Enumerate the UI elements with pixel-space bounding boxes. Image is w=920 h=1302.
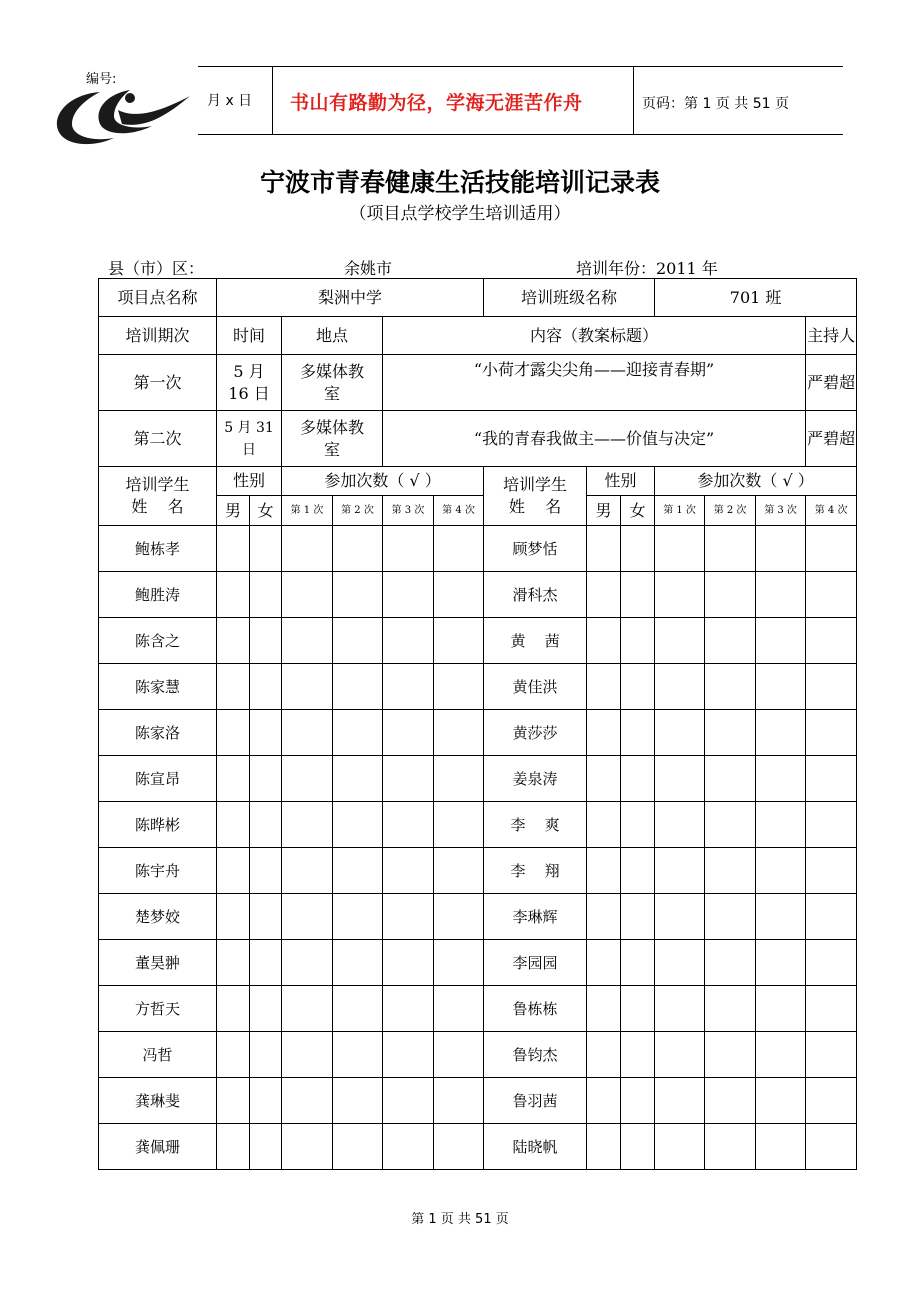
student-name-left: 陈家洛 xyxy=(99,710,217,756)
page-subtitle: （项目点学校学生培训适用） xyxy=(349,204,571,224)
attend-2-cell[interactable] xyxy=(333,572,383,618)
female-cell[interactable] xyxy=(621,1078,655,1124)
header-page-code: 页码：第 1 页 共 51 页 xyxy=(642,96,789,112)
female-cell[interactable] xyxy=(250,848,282,894)
attend-3-cell[interactable] xyxy=(756,618,806,664)
attend-1-cell[interactable] xyxy=(282,802,333,848)
female-cell[interactable] xyxy=(621,940,655,986)
swoosh-logo-icon xyxy=(52,66,197,148)
attend-2-cell[interactable] xyxy=(333,1078,383,1124)
attend-2-cell[interactable] xyxy=(705,1124,756,1170)
session-time: 5 月 31 日 xyxy=(217,411,282,467)
attend-4-cell[interactable] xyxy=(806,1032,857,1078)
attend-2-cell[interactable] xyxy=(333,986,383,1032)
male-cell[interactable] xyxy=(587,526,621,572)
female-cell[interactable] xyxy=(621,1124,655,1170)
attend-1-cell[interactable] xyxy=(282,894,333,940)
student-name-right: 鲁栋栋 xyxy=(484,986,587,1032)
gender-header: 性别 xyxy=(217,467,282,496)
time-header: 时间 xyxy=(217,317,282,355)
attend-3-cell[interactable] xyxy=(383,1078,434,1124)
student-row xyxy=(99,848,857,894)
attend-3-cell[interactable] xyxy=(383,572,434,618)
host-header: 主持人 xyxy=(806,317,857,355)
session-host: 严碧超 xyxy=(806,411,857,467)
attend-4-cell[interactable] xyxy=(806,1078,857,1124)
class-name-label: 培训班级名称 xyxy=(484,279,655,317)
time-3-header: 第 3 次 xyxy=(383,496,434,526)
student-name-header: 培训学生 姓 名 xyxy=(484,467,587,526)
attend-1-cell[interactable] xyxy=(655,618,705,664)
training-record-table xyxy=(98,278,857,1170)
attend-2-cell[interactable] xyxy=(705,894,756,940)
attend-4-cell[interactable] xyxy=(434,1078,484,1124)
male-cell[interactable] xyxy=(217,572,250,618)
female-cell[interactable] xyxy=(621,572,655,618)
time-4-header: 第 4 次 xyxy=(434,496,484,526)
header-date: 月 x 日 xyxy=(207,93,253,109)
student-row xyxy=(99,1078,857,1124)
female-cell[interactable] xyxy=(250,572,282,618)
attend-4-cell[interactable] xyxy=(806,664,857,710)
student-rows xyxy=(99,526,857,1170)
female-cell[interactable] xyxy=(250,710,282,756)
attend-4-cell[interactable] xyxy=(434,526,484,572)
attend-1-cell[interactable] xyxy=(282,1124,333,1170)
female-cell[interactable] xyxy=(250,1032,282,1078)
student-name-right: 李 爽 xyxy=(484,802,587,848)
attend-3-cell[interactable] xyxy=(756,756,806,802)
serial-label: 编号: xyxy=(86,72,117,87)
attend-1-cell[interactable] xyxy=(655,1078,705,1124)
male-cell[interactable] xyxy=(217,618,250,664)
session-row xyxy=(99,355,857,411)
content-header: 内容（教案标题） xyxy=(383,317,806,355)
attend-4-cell[interactable] xyxy=(434,986,484,1032)
attend-1-cell[interactable] xyxy=(282,526,333,572)
student-row xyxy=(99,572,857,618)
attend-2-cell[interactable] xyxy=(705,618,756,664)
attend-4-cell[interactable] xyxy=(806,940,857,986)
page-title: 宁波市青春健康生活技能培训记录表 xyxy=(259,168,660,197)
male-cell[interactable] xyxy=(587,664,621,710)
student-name-right: 鲁钧杰 xyxy=(484,1032,587,1078)
male-cell[interactable] xyxy=(217,940,250,986)
attend-3-cell[interactable] xyxy=(383,986,434,1032)
attend-4-cell[interactable] xyxy=(806,618,857,664)
session-content: “小荷才露尖尖角——迎接青春期” xyxy=(383,355,806,411)
attend-4-cell[interactable] xyxy=(434,1124,484,1170)
time-2-header: 第 2 次 xyxy=(705,496,756,526)
student-name-right: 黄佳洪 xyxy=(484,664,587,710)
session-time: 5 月 16 日 xyxy=(217,355,282,411)
attend-1-cell[interactable] xyxy=(282,940,333,986)
attend-2-cell[interactable] xyxy=(333,664,383,710)
student-name-left: 鲍胜涛 xyxy=(99,572,217,618)
attend-2-cell[interactable] xyxy=(705,848,756,894)
student-name-left: 陈家慧 xyxy=(99,664,217,710)
attend-1-cell[interactable] xyxy=(282,572,333,618)
male-cell[interactable] xyxy=(217,848,250,894)
male-cell[interactable] xyxy=(217,1032,250,1078)
attend-3-cell[interactable] xyxy=(756,526,806,572)
attend-1-cell[interactable] xyxy=(655,848,705,894)
student-name-right: 黄 茜 xyxy=(484,618,587,664)
male-cell[interactable] xyxy=(217,802,250,848)
time-3-header: 第 3 次 xyxy=(756,496,806,526)
attend-3-cell[interactable] xyxy=(383,756,434,802)
female-cell[interactable] xyxy=(621,526,655,572)
attend-1-cell[interactable] xyxy=(282,710,333,756)
male-cell[interactable] xyxy=(217,1078,250,1124)
attend-2-cell[interactable] xyxy=(333,894,383,940)
attend-1-cell[interactable] xyxy=(655,1032,705,1078)
male-cell[interactable] xyxy=(587,572,621,618)
attend-1-cell[interactable] xyxy=(655,756,705,802)
student-name-right: 顾梦恬 xyxy=(484,526,587,572)
male-cell[interactable] xyxy=(217,756,250,802)
female-cell[interactable] xyxy=(621,802,655,848)
attend-4-cell[interactable] xyxy=(806,1124,857,1170)
period-header: 培训期次 xyxy=(99,317,217,355)
time-1-header: 第 1 次 xyxy=(282,496,333,526)
class-name-value: 701 班 xyxy=(655,279,857,317)
student-name-left: 楚梦姣 xyxy=(99,894,217,940)
student-name-left: 陈晔彬 xyxy=(99,802,217,848)
female-cell[interactable] xyxy=(621,664,655,710)
attend-4-cell[interactable] xyxy=(434,756,484,802)
attend-2-cell[interactable] xyxy=(333,940,383,986)
attend-2-cell[interactable] xyxy=(333,1124,383,1170)
attend-2-cell[interactable] xyxy=(705,664,756,710)
attend-4-cell[interactable] xyxy=(806,526,857,572)
attend-2-cell[interactable] xyxy=(705,710,756,756)
student-row xyxy=(99,756,857,802)
attendance-header: 参加次数（ √ ） xyxy=(282,467,484,496)
attend-4-cell[interactable] xyxy=(806,894,857,940)
student-name-left: 陈宇舟 xyxy=(99,848,217,894)
student-row xyxy=(99,894,857,940)
attend-4-cell[interactable] xyxy=(806,802,857,848)
male-cell[interactable] xyxy=(587,710,621,756)
attend-3-cell[interactable] xyxy=(756,848,806,894)
attend-1-cell[interactable] xyxy=(282,618,333,664)
female-header: 女 xyxy=(250,496,282,526)
student-name-left: 陈宣昂 xyxy=(99,756,217,802)
attend-4-cell[interactable] xyxy=(434,710,484,756)
student-row xyxy=(99,664,857,710)
attend-2-cell[interactable] xyxy=(705,756,756,802)
student-row xyxy=(99,802,857,848)
attend-3-cell[interactable] xyxy=(756,1032,806,1078)
session-period: 第二次 xyxy=(99,411,217,467)
student-row xyxy=(99,1124,857,1170)
session-place: 多媒体教室 xyxy=(282,355,383,411)
female-cell[interactable] xyxy=(250,526,282,572)
county-label: 县（市）区： xyxy=(108,259,205,278)
student-row xyxy=(99,1032,857,1078)
attend-3-cell[interactable] xyxy=(756,986,806,1032)
attend-1-cell[interactable] xyxy=(655,894,705,940)
male-cell[interactable] xyxy=(587,802,621,848)
session-period: 第一次 xyxy=(99,355,217,411)
time-1-header: 第 1 次 xyxy=(655,496,705,526)
attend-4-cell[interactable] xyxy=(434,848,484,894)
male-cell[interactable] xyxy=(587,756,621,802)
training-year: 培训年份：2011 年 xyxy=(576,259,718,278)
attend-2-cell[interactable] xyxy=(705,802,756,848)
attend-1-cell[interactable] xyxy=(655,572,705,618)
student-name-left: 冯哲 xyxy=(99,1032,217,1078)
student-row xyxy=(99,618,857,664)
attend-3-cell[interactable] xyxy=(383,526,434,572)
male-cell[interactable] xyxy=(587,848,621,894)
student-name-right: 陆晓帆 xyxy=(484,1124,587,1170)
male-cell[interactable] xyxy=(217,894,250,940)
male-cell[interactable] xyxy=(217,986,250,1032)
attend-3-cell[interactable] xyxy=(756,1078,806,1124)
female-cell[interactable] xyxy=(621,986,655,1032)
female-cell[interactable] xyxy=(621,710,655,756)
male-cell[interactable] xyxy=(217,710,250,756)
male-cell[interactable] xyxy=(587,1078,621,1124)
student-name-right: 李 翔 xyxy=(484,848,587,894)
attend-2-cell[interactable] xyxy=(333,848,383,894)
attend-3-cell[interactable] xyxy=(383,940,434,986)
attend-3-cell[interactable] xyxy=(383,618,434,664)
attend-1-cell[interactable] xyxy=(655,1124,705,1170)
female-cell[interactable] xyxy=(250,756,282,802)
attend-1-cell[interactable] xyxy=(282,1032,333,1078)
attend-2-cell[interactable] xyxy=(333,526,383,572)
male-cell[interactable] xyxy=(587,618,621,664)
male-cell[interactable] xyxy=(217,526,250,572)
attend-1-cell[interactable] xyxy=(282,1078,333,1124)
page-footer: 第 1 页 共 51 页 xyxy=(411,1212,509,1227)
student-name-left: 鲍栋孝 xyxy=(99,526,217,572)
attend-1-cell[interactable] xyxy=(655,986,705,1032)
attend-3-cell[interactable] xyxy=(383,848,434,894)
time-4-header: 第 4 次 xyxy=(806,496,857,526)
student-row xyxy=(99,940,857,986)
female-cell[interactable] xyxy=(621,894,655,940)
attend-2-cell[interactable] xyxy=(333,1032,383,1078)
attend-2-cell[interactable] xyxy=(705,1032,756,1078)
attend-3-cell[interactable] xyxy=(383,1124,434,1170)
male-header: 男 xyxy=(217,496,250,526)
attend-1-cell[interactable] xyxy=(282,986,333,1032)
attend-2-cell[interactable] xyxy=(705,526,756,572)
session-place: 多媒体教室 xyxy=(282,411,383,467)
student-name-left: 方哲天 xyxy=(99,986,217,1032)
female-cell[interactable] xyxy=(250,940,282,986)
attend-4-cell[interactable] xyxy=(434,940,484,986)
attend-4-cell[interactable] xyxy=(434,618,484,664)
male-cell[interactable] xyxy=(587,986,621,1032)
attend-4-cell[interactable] xyxy=(806,756,857,802)
attend-2-cell[interactable] xyxy=(333,756,383,802)
attend-4-cell[interactable] xyxy=(434,572,484,618)
attend-4-cell[interactable] xyxy=(806,710,857,756)
attend-1-cell[interactable] xyxy=(655,940,705,986)
male-cell[interactable] xyxy=(587,894,621,940)
attend-1-cell[interactable] xyxy=(282,756,333,802)
attend-1-cell[interactable] xyxy=(655,802,705,848)
attend-2-cell[interactable] xyxy=(705,940,756,986)
attend-1-cell[interactable] xyxy=(655,710,705,756)
male-header: 男 xyxy=(587,496,621,526)
county-value: 余姚市 xyxy=(344,259,393,278)
female-header: 女 xyxy=(621,496,655,526)
attend-3-cell[interactable] xyxy=(756,894,806,940)
female-cell[interactable] xyxy=(250,986,282,1032)
session-content: “我的青春我做主——价值与决定” xyxy=(383,411,806,467)
attend-1-cell[interactable] xyxy=(282,848,333,894)
female-cell[interactable] xyxy=(250,618,282,664)
attend-2-cell[interactable] xyxy=(333,618,383,664)
attend-1-cell[interactable] xyxy=(282,664,333,710)
attend-3-cell[interactable] xyxy=(383,802,434,848)
female-cell[interactable] xyxy=(621,618,655,664)
student-name-header: 培训学生 姓 名 xyxy=(99,467,217,526)
attend-2-cell[interactable] xyxy=(333,710,383,756)
attend-3-cell[interactable] xyxy=(383,894,434,940)
male-cell[interactable] xyxy=(217,664,250,710)
gender-header: 性别 xyxy=(587,467,655,496)
student-name-left: 龚琳斐 xyxy=(99,1078,217,1124)
student-name-right: 姜泉涛 xyxy=(484,756,587,802)
attend-1-cell[interactable] xyxy=(655,664,705,710)
female-cell[interactable] xyxy=(250,664,282,710)
attend-2-cell[interactable] xyxy=(705,572,756,618)
project-name-label: 项目点名称 xyxy=(99,279,217,317)
female-cell[interactable] xyxy=(621,756,655,802)
attend-4-cell[interactable] xyxy=(434,1032,484,1078)
student-name-left: 龚佩珊 xyxy=(99,1124,217,1170)
female-cell[interactable] xyxy=(250,1124,282,1170)
attend-1-cell[interactable] xyxy=(655,526,705,572)
male-cell[interactable] xyxy=(587,1124,621,1170)
female-cell[interactable] xyxy=(250,1078,282,1124)
male-cell[interactable] xyxy=(587,1032,621,1078)
attend-3-cell[interactable] xyxy=(756,940,806,986)
student-name-right: 黄莎莎 xyxy=(484,710,587,756)
attend-3-cell[interactable] xyxy=(756,802,806,848)
student-name-right: 李园园 xyxy=(484,940,587,986)
time-2-header: 第 2 次 xyxy=(333,496,383,526)
student-row xyxy=(99,710,857,756)
attend-4-cell[interactable] xyxy=(434,664,484,710)
male-cell[interactable] xyxy=(587,940,621,986)
attend-3-cell[interactable] xyxy=(383,1032,434,1078)
attend-4-cell[interactable] xyxy=(806,572,857,618)
student-name-left: 陈含之 xyxy=(99,618,217,664)
project-name-value: 梨洲中学 xyxy=(217,279,484,317)
attend-4-cell[interactable] xyxy=(434,894,484,940)
attend-4-cell[interactable] xyxy=(434,802,484,848)
female-cell[interactable] xyxy=(250,894,282,940)
session-row xyxy=(99,411,857,467)
header-motto: 书山有路勤为径，学海无涯苦作舟 xyxy=(290,92,583,114)
attend-2-cell[interactable] xyxy=(705,1078,756,1124)
student-row xyxy=(99,526,857,572)
student-name-left: 董昊翀 xyxy=(99,940,217,986)
attend-3-cell[interactable] xyxy=(756,664,806,710)
session-host: 严碧超 xyxy=(806,355,857,411)
attend-4-cell[interactable] xyxy=(806,848,857,894)
attend-2-cell[interactable] xyxy=(705,986,756,1032)
attend-2-cell[interactable] xyxy=(333,802,383,848)
attend-3-cell[interactable] xyxy=(756,710,806,756)
female-cell[interactable] xyxy=(250,802,282,848)
attendance-header: 参加次数（ √ ） xyxy=(655,467,857,496)
attend-3-cell[interactable] xyxy=(756,572,806,618)
male-cell[interactable] xyxy=(217,1124,250,1170)
place-header: 地点 xyxy=(282,317,383,355)
student-name-right: 李琳辉 xyxy=(484,894,587,940)
attend-3-cell[interactable] xyxy=(383,664,434,710)
attend-3-cell[interactable] xyxy=(756,1124,806,1170)
logo xyxy=(52,66,197,148)
female-cell[interactable] xyxy=(621,1032,655,1078)
student-name-right: 滑科杰 xyxy=(484,572,587,618)
female-cell[interactable] xyxy=(621,848,655,894)
student-row xyxy=(99,986,857,1032)
attend-3-cell[interactable] xyxy=(383,710,434,756)
attend-4-cell[interactable] xyxy=(806,986,857,1032)
student-name-right: 鲁羽茜 xyxy=(484,1078,587,1124)
